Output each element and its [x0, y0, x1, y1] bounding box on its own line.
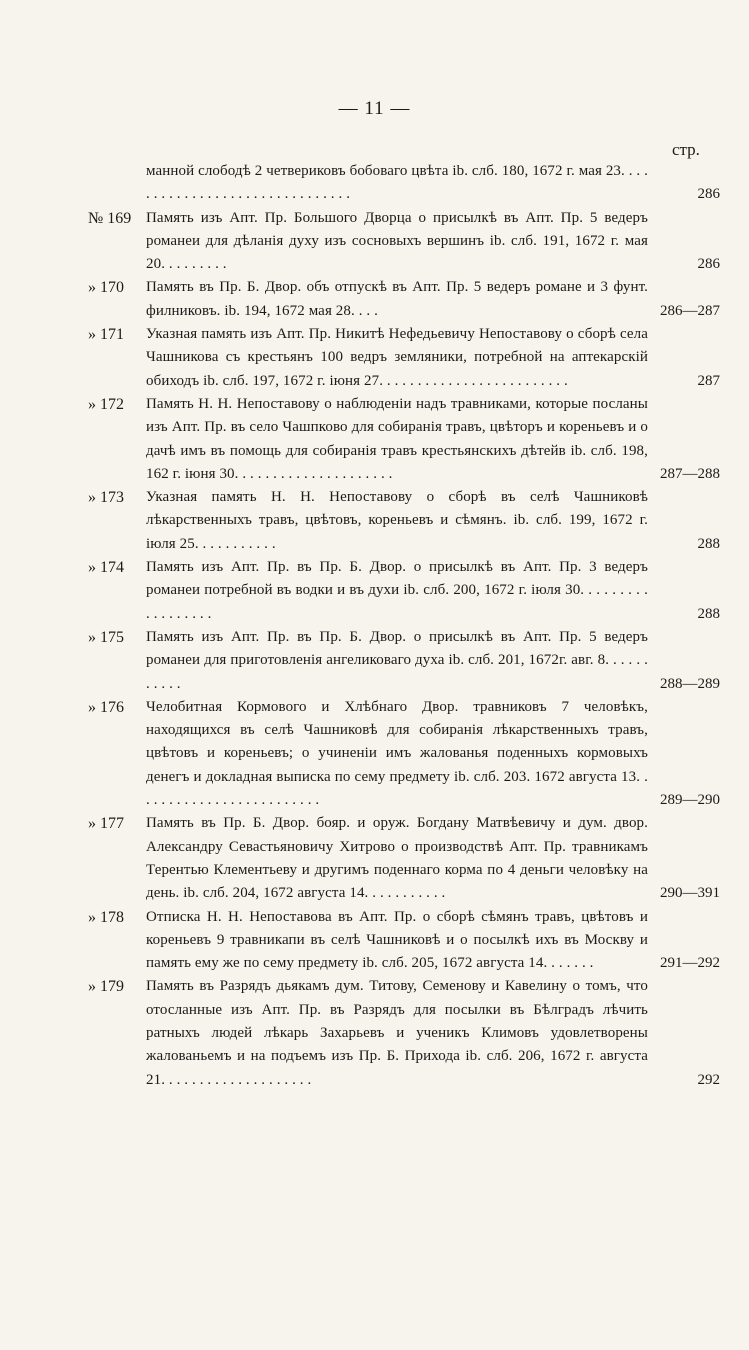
- entry-number: » 174: [88, 559, 124, 577]
- list-item: [88, 696, 720, 812]
- entry-pages: 288: [697, 605, 720, 622]
- entry-pages: 290—391: [660, 885, 720, 902]
- entry-pages: 287—288: [660, 465, 720, 482]
- entry-text: Память въ Пр. Б. Двор. бояр. и оруж. Богдану Матвѣевичу и дум. двор. Александру Севастьяновичу Хитрово о производствѣ Апт. Пр. травникамъ Терентью Клементьеву и другимъ поденнаго корма по 4 деньги человѣку на день. ib. слб. 204, 1672 августа 14. . . . . . . . . . .: [146, 815, 648, 902]
- entry-number: » 178: [88, 908, 124, 926]
- list-item: [88, 323, 720, 393]
- entry-text: Память изъ Апт. Пр. въ Пр. Б. Двор. о присылкѣ въ Апт. Пр. 5 ведеръ романеи для приготовленія ангеликоваго духа ib. слб. 201, 1672г. авг. 8. . . . . . . . . . .: [146, 628, 648, 692]
- entry-pages: 286—287: [660, 302, 720, 319]
- entry-list: [88, 160, 720, 1092]
- entry-number: » 177: [88, 815, 124, 833]
- entry-number: № 169: [88, 209, 132, 227]
- list-item: [88, 975, 720, 1091]
- page-number: — 11 —: [338, 98, 411, 119]
- list-item: [88, 556, 720, 626]
- list-item: [88, 486, 720, 556]
- entry-number: » 172: [88, 395, 124, 413]
- entry-text: Память изъ Апт. Пр. въ Пр. Б. Двор. о присылкѣ въ Апт. Пр. 3 ведеръ романеи потребной въ водки и въ духи ib. слб. 200, 1672 г. іюля 30. . . . . . . . . . . . . . . . . .: [146, 559, 648, 622]
- list-item: [88, 207, 720, 277]
- list-item: [88, 626, 720, 696]
- entry-number: » 170: [88, 279, 124, 297]
- entry-text: Память изъ Апт. Пр. Большого Дворца о присылкѣ въ Апт. Пр. 5 ведеръ романеи для дѣланія духу изъ сосновыхъ вершинъ ib. слб. 191, 1672 г. мая 20. . . . . . . . .: [146, 209, 648, 273]
- entry-pages: 286: [697, 256, 720, 273]
- entry-text: Память въ Разрядъ дьякамъ дум. Титову, Семенову и Кавелину о томъ, что отосланные изъ Апт. Пр. въ Разрядъ для посылки въ Бѣлградъ лѣчить ратныхъ людей лѣкарь Захарьевъ и ученикъ Климовъ удовлетворены жалованьемъ и на подъемъ изъ Пр. Б. Прихода ib. слб. 206, 1672 г. августа 21. . . . . . . . . . . . . . . . . . . .: [146, 978, 648, 1088]
- entry-text: Указная память Н. Н. Непоставову о сборѣ въ селѣ Чашниковѣ лѣкарственныхъ травъ, цвѣтовъ, кореньевъ и сѣмянъ. ib. слб. 199, 1672 г. іюля 25. . . . . . . . . . .: [146, 489, 648, 552]
- list-item: [88, 276, 720, 323]
- entry-pages: 292: [697, 1071, 720, 1088]
- list-item: [88, 906, 720, 976]
- entry-text: манной слободѣ 2 четвериковъ бобоваго цвѣта ib. слб. 180, 1672 г. мая 23. . . . . . . . . . . . . . . . . . . . . . . . . . . . . . .: [146, 163, 648, 203]
- pages-column-header: стр.: [672, 140, 700, 159]
- entry-number: » 176: [88, 698, 124, 716]
- entry-text: Память въ Пр. Б. Двор. объ отпускѣ въ Апт. Пр. 5 ведеръ романе и 3 фунт. филниковъ. ib. 194, 1672 мая 28. . . .: [146, 279, 648, 319]
- entry-pages: 288—289: [660, 675, 720, 692]
- entry-number: » 171: [88, 326, 124, 344]
- list-item: [88, 160, 720, 207]
- entry-text: Челобитная Кормового и Хлѣбнаго Двор. травниковъ 7 человѣкъ, находящихся въ селѣ Чашниковѣ для собиранія лѣкарственныхъ травъ, цвѣтовъ и кореньевъ; о учиненіи имъ жалованья поденныхъ кормовыхъ денегъ и докладная выписка по сему предмету ib. слб. 203. 1672 августа 13. . . . . . . . . . . . . . . . . . . . . . . . .: [146, 698, 648, 809]
- entry-number: » 179: [88, 978, 124, 996]
- entry-pages: 291—292: [660, 955, 720, 972]
- entry-pages: 287: [697, 372, 720, 389]
- list-item: [88, 393, 720, 486]
- entry-text: Память Н. Н. Непоставову о наблюденіи надъ травниками, которые посланы изъ Апт. Пр. въ село Чашпково для собиранія травъ, цвѣторъ и кореньевъ и о дачѣ имъ въ помощь для собиранія травъ крестьянскихъ дѣтейв ib. слб. 198, 162 г. іюня 30. . . . . . . . . . . . . . . . . . . . .: [146, 395, 648, 482]
- entry-pages: 289—290: [660, 792, 720, 809]
- entry-text: Отписка Н. Н. Непоставова въ Апт. Пр. о сборѣ сѣмянъ травъ, цвѣтовъ и кореньевъ 9 травникапи въ селѣ Чашниковѣ и о посылкѣ ихъ въ Москву и память ему же по сему предмету ib. слб. 205, 1672 августа 14. . . . . . .: [146, 908, 648, 972]
- list-item: [88, 812, 720, 905]
- entry-pages: 288: [697, 535, 720, 552]
- entry-pages: 286: [697, 186, 720, 203]
- entry-number: » 175: [88, 628, 124, 646]
- entry-text: Указная память изъ Апт. Пр. Никитѣ Нефедьевичу Непоставову о сборѣ села Чашникова съ крестьянъ 100 ведръ земляники, потребной на аптекарскій обиходъ ib. слб. 197, 1672 г. іюня 27. . . . . . . . . . . . . . . . . . . . . . . . .: [146, 326, 648, 389]
- entry-number: » 173: [88, 489, 124, 507]
